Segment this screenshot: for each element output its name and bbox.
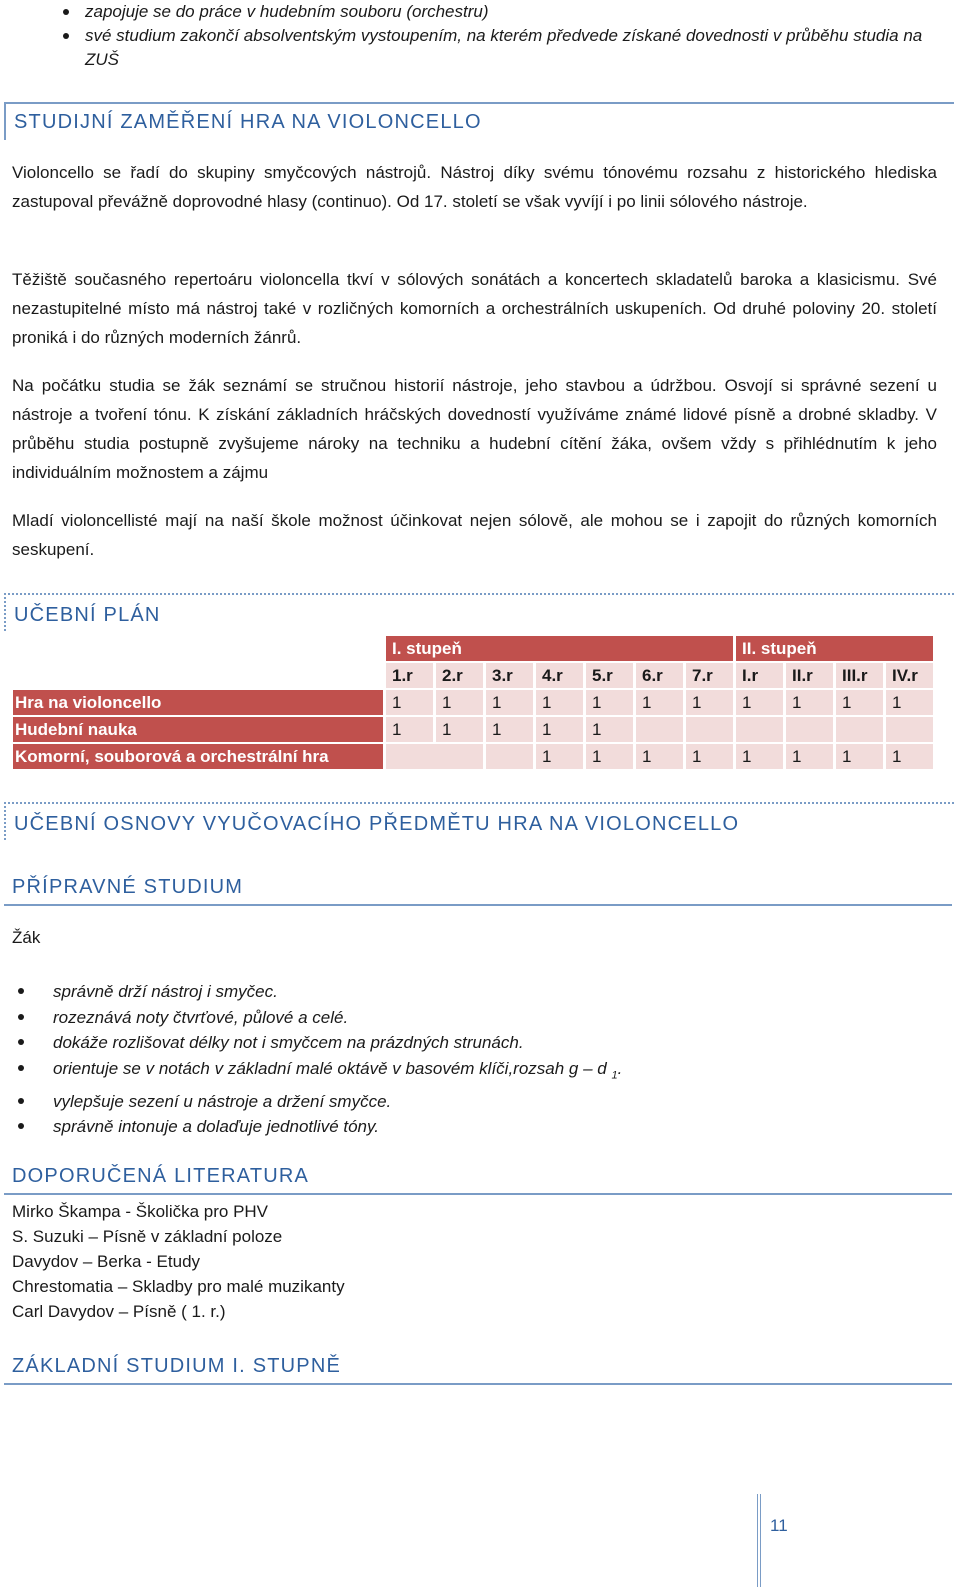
table-cell	[786, 717, 833, 742]
table-cell: 1	[536, 690, 583, 715]
year-header: 2.r	[436, 663, 483, 688]
bullet-icon	[18, 1065, 24, 1071]
table-row	[13, 744, 933, 769]
list-item: Davydov – Berka - Etudy	[12, 1252, 201, 1271]
bullet-text: správně drží nástroj i smyčec.	[53, 982, 278, 1001]
table-cell: 1	[386, 717, 433, 742]
paragraph: Violoncello se řadí do skupiny smyčcových nástrojů. Nástroj díky svému tónovému rozsahu z historického hlediska zastupoval převážně doprovodné hlasy (continuo). Od 17. století se však vyvíjí i po linii sólového nástroje.	[12, 163, 937, 211]
section-heading-cello	[4, 102, 954, 140]
list-item: Carl Davydov – Písně ( 1. r.)	[12, 1302, 226, 1321]
table-cell: 1	[586, 690, 633, 715]
bullet-icon	[18, 988, 24, 994]
table-row	[13, 690, 933, 715]
table-row	[13, 663, 933, 688]
bullet-icon	[63, 33, 69, 39]
list-item	[14, 1030, 914, 1056]
table-cell: 1	[586, 744, 633, 769]
table-cell: 1	[736, 744, 783, 769]
table-cell: 1	[386, 690, 433, 715]
paragraph: Na počátku studia se žák seznámí se stručnou historií nástroje, jeho stavbou a údržbou. Osvojí si správné sezení u nástroje a tvoření tónu. K získání základních hráčských dovedností využíváme známé lidové písně a drobné skladby. V průběhu studia postupně zvyšujeme nároky na techniku a hudební cítění žáka, ovšem vždy s přihlédnutím k jeho individuálním možnostem a zájmu	[12, 376, 937, 482]
section-title: PŘÍPRAVNÉ STUDIUM	[12, 876, 244, 898]
list-item: S. Suzuki – Písně v základní poloze	[12, 1227, 283, 1246]
table-cell	[886, 717, 933, 742]
list-item	[14, 979, 914, 1005]
subscript: 1	[611, 1069, 618, 1082]
list-item	[14, 1114, 914, 1140]
table-cell	[836, 717, 883, 742]
table-cell: 1	[786, 690, 833, 715]
table-cell: 1	[436, 717, 483, 742]
year-header: 1.r	[386, 663, 433, 688]
year-header: I.r	[736, 663, 783, 688]
footer-rule	[760, 1494, 761, 1587]
list-item	[14, 1089, 914, 1115]
bullet-text: vylepšuje sezení u nástroje a držení smyčce.	[53, 1091, 392, 1111]
stage-one-header: I. stupeň	[386, 636, 733, 661]
section-title: UČEBNÍ PLÁN	[14, 604, 161, 626]
table-cell: 1	[636, 690, 683, 715]
year-header: 7.r	[686, 663, 733, 688]
top-bullet-list	[63, 0, 943, 72]
table-cell: 1	[836, 690, 883, 715]
table-cell: 1	[586, 717, 633, 742]
year-header: 6.r	[636, 663, 683, 688]
bullet-text-tail: .	[617, 1058, 623, 1078]
paragraph: Mladí violoncellisté mají na naší škole možnost účinkovat nejen sólově, ale mohou se i zapojit do různých komorních seskupení.	[12, 511, 937, 559]
table-cell	[686, 717, 733, 742]
table-cell: 1	[486, 690, 533, 715]
bullet-text: orientuje se v notách v základní malé oktávě v basovém klíči,rozsah g – d	[53, 1058, 607, 1078]
section-heading-basic-study	[4, 1353, 952, 1385]
list-item	[63, 0, 943, 24]
list-item: Mirko Škampa - Školička pro PHV	[12, 1202, 269, 1221]
table-cell: 1	[736, 690, 783, 715]
footer-rule	[757, 1494, 758, 1587]
bullet-icon	[18, 1039, 24, 1045]
row-label: Hudební nauka	[13, 717, 383, 742]
table-cell	[386, 744, 483, 769]
prep-bullet-list	[14, 979, 914, 1140]
bullet-icon	[18, 1098, 24, 1104]
table-cell: 1	[886, 690, 933, 715]
table-cell	[486, 744, 533, 769]
table-cell: 1	[636, 744, 683, 769]
section-title: ZÁKLADNÍ STUDIUM I. STUPNĚ	[12, 1355, 342, 1377]
row-label: Hra na violoncello	[13, 690, 383, 715]
list-item	[63, 24, 943, 72]
bullet-text: správně intonuje a dolaďuje jednotlivé tóny.	[53, 1117, 379, 1137]
bullet-text: rozeznává noty čtvrťové, půlové a celé.	[53, 1007, 349, 1027]
bullet-text: zapojuje se do práce v hudebním souboru (orchestru)	[85, 2, 489, 21]
section-heading-plan	[4, 593, 954, 631]
list-item: Chrestomatia – Skladby pro malé muzikanty	[12, 1277, 345, 1296]
table-row	[13, 636, 933, 661]
table-cell	[736, 717, 783, 742]
bullet-text: dokáže rozlišovat délky not i smyčcem na prázdných strunách.	[53, 1033, 524, 1053]
study-plan-table	[10, 634, 936, 771]
section-title: UČEBNÍ OSNOVY VYUČOVACÍHO PŘEDMĚTU HRA NA VIOLONCELLO	[14, 813, 740, 835]
row-label: Komorní, souborová a orchestrální hra	[13, 744, 383, 769]
year-header: IV.r	[886, 663, 933, 688]
year-header: III.r	[836, 663, 883, 688]
table-cell	[636, 717, 683, 742]
section-title: DOPORUČENÁ LITERATURA	[12, 1165, 310, 1187]
bullet-icon	[63, 9, 69, 15]
table-cell: 1	[486, 717, 533, 742]
bullet-text: své studium zakončí absolventským vystoupením, na kterém předvede získané dovednosti v průběhu studia na ZUŠ	[85, 26, 923, 69]
year-header: 5.r	[586, 663, 633, 688]
year-header: 3.r	[486, 663, 533, 688]
bullet-icon	[18, 1123, 24, 1129]
list-item	[14, 1005, 914, 1031]
page-number: 11	[770, 1516, 788, 1535]
table-cell: 1	[886, 744, 933, 769]
section-heading-prep	[4, 874, 952, 906]
paragraph: Těžiště současného repertoáru violoncella tkví v sólových sonátách a koncertech skladatelů baroka a klasicismu. Své nezastupitelné místo má nástroj také v rozličných komorních a orchestrálních uskupeních. Od druhé poloviny 20. století proniká i do různých moderních žánrů.	[12, 270, 937, 347]
section-heading-osnovy	[4, 802, 954, 840]
table-cell: 1	[836, 744, 883, 769]
section-title: STUDIJNÍ ZAMĚŘENÍ HRA NA VIOLONCELLO	[14, 111, 482, 133]
table-row	[13, 717, 933, 742]
table-cell: 1	[686, 744, 733, 769]
table-cell: 1	[686, 690, 733, 715]
table-cell: 1	[436, 690, 483, 715]
literature-list	[12, 1199, 345, 1324]
table-cell: 1	[786, 744, 833, 769]
list-item	[14, 1056, 914, 1089]
year-header: II.r	[786, 663, 833, 688]
bullet-icon	[18, 1014, 24, 1020]
year-header: 4.r	[536, 663, 583, 688]
section-heading-literature	[4, 1163, 952, 1195]
stage-two-header: II. stupeň	[736, 636, 933, 661]
table-cell: 1	[536, 744, 583, 769]
subject-label: Žák	[12, 928, 41, 947]
table-cell: 1	[536, 717, 583, 742]
